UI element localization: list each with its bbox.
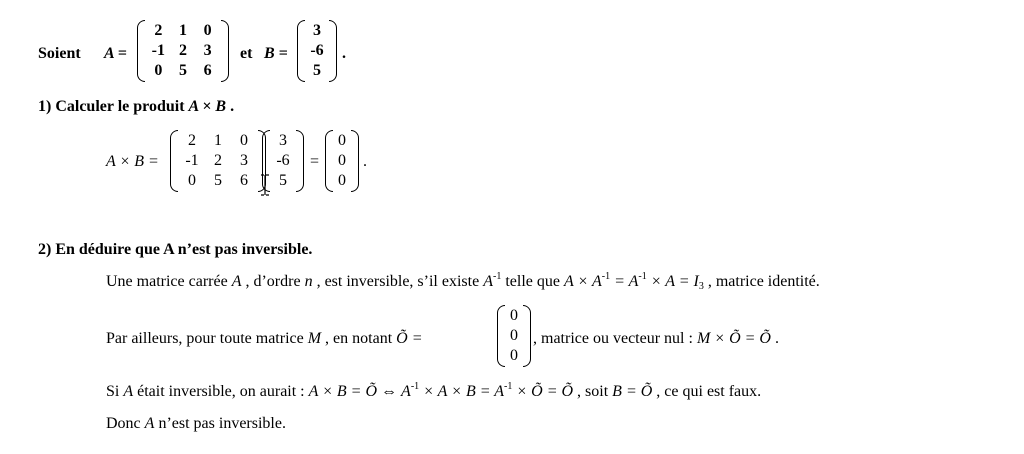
- q2-line-4: Donc A n’est pas inversible.: [106, 415, 286, 432]
- matrix-cell: 3: [203, 42, 212, 59]
- matrix-cell: 0: [338, 172, 346, 189]
- q1-lhs: A × B =: [106, 153, 159, 170]
- q2-line-2-start: Par ailleurs, pour toute matrice M , en notant Õ =: [106, 330, 423, 347]
- intro-et: et: [240, 45, 253, 62]
- matrix-cell: 0: [154, 62, 163, 79]
- q2-heading: 2) En déduire que A n’est pas inversible.: [38, 241, 313, 258]
- matrix-cell: -6: [310, 42, 324, 59]
- intro-soient: Soient: [38, 45, 81, 62]
- matrix-cell: -6: [276, 152, 290, 169]
- matrix-cell: 2: [154, 22, 163, 39]
- matrix-a: [137, 20, 229, 82]
- q1-eq: =: [310, 153, 320, 170]
- matrix-cell: 3: [240, 152, 248, 169]
- matrix-cell: 0: [188, 172, 196, 189]
- matrix-cell: 0: [338, 152, 346, 169]
- intro-b-lhs: B =: [264, 45, 288, 62]
- intro-dot: .: [342, 45, 346, 62]
- matrix-cell: 0: [203, 22, 212, 39]
- matrix-cell: 0: [338, 132, 346, 149]
- matrix-cell: -1: [185, 152, 199, 169]
- matrix-cell: 0: [240, 132, 248, 149]
- q2-line-2-end: , matrice ou vecteur nul : M × Õ = Õ .: [533, 330, 779, 347]
- matrix-cell: 6: [203, 62, 212, 79]
- matrix-cell: 5: [178, 62, 187, 79]
- q1-heading: 1) Calculer le produit A × B .: [38, 98, 235, 115]
- matrix-cell: 2: [188, 132, 196, 149]
- matrix-cell: 1: [178, 22, 187, 39]
- matrix-cell: 0: [510, 327, 518, 344]
- matrix-cell: 2: [178, 42, 187, 59]
- matrix-cell: 5: [214, 172, 222, 189]
- matrix-cell: 2: [214, 152, 222, 169]
- matrix-cell: 0: [510, 307, 518, 324]
- q2-line-1: Une matrice carrée A , d’ordre n , est inversible, s’il existe $A^{-1}$ telle que $A \times A^{-1} = A^{-1} \times A = I_3$ , matrice identité.: [106, 271, 820, 292]
- matrix-cell: -1: [151, 42, 165, 59]
- matrix-cell: 6: [240, 172, 248, 189]
- q1-matrix-a: [170, 130, 266, 192]
- matrix-cell: 1: [214, 132, 222, 149]
- text-cursor-icon: [260, 174, 270, 196]
- zero-vector: [497, 305, 531, 367]
- matrix-cell: 5: [279, 172, 287, 189]
- q2-line-3: Si A était inversible, on aurait : A × B = Õ ⇔ $A^{-1} \times A \times B = A^{-1}$ × Õ = Õ , soit B = Õ , ce qui est faux.: [106, 381, 762, 400]
- q1-matrix-result: [325, 130, 359, 192]
- matrix-cell: 3: [313, 22, 321, 39]
- intro-a-lhs: A =: [104, 45, 127, 62]
- q1-dot: .: [363, 153, 367, 170]
- matrix-cell: 3: [279, 132, 287, 149]
- matrix-b: [297, 20, 337, 82]
- matrix-cell: 5: [313, 62, 321, 79]
- matrix-cell: 0: [510, 347, 518, 364]
